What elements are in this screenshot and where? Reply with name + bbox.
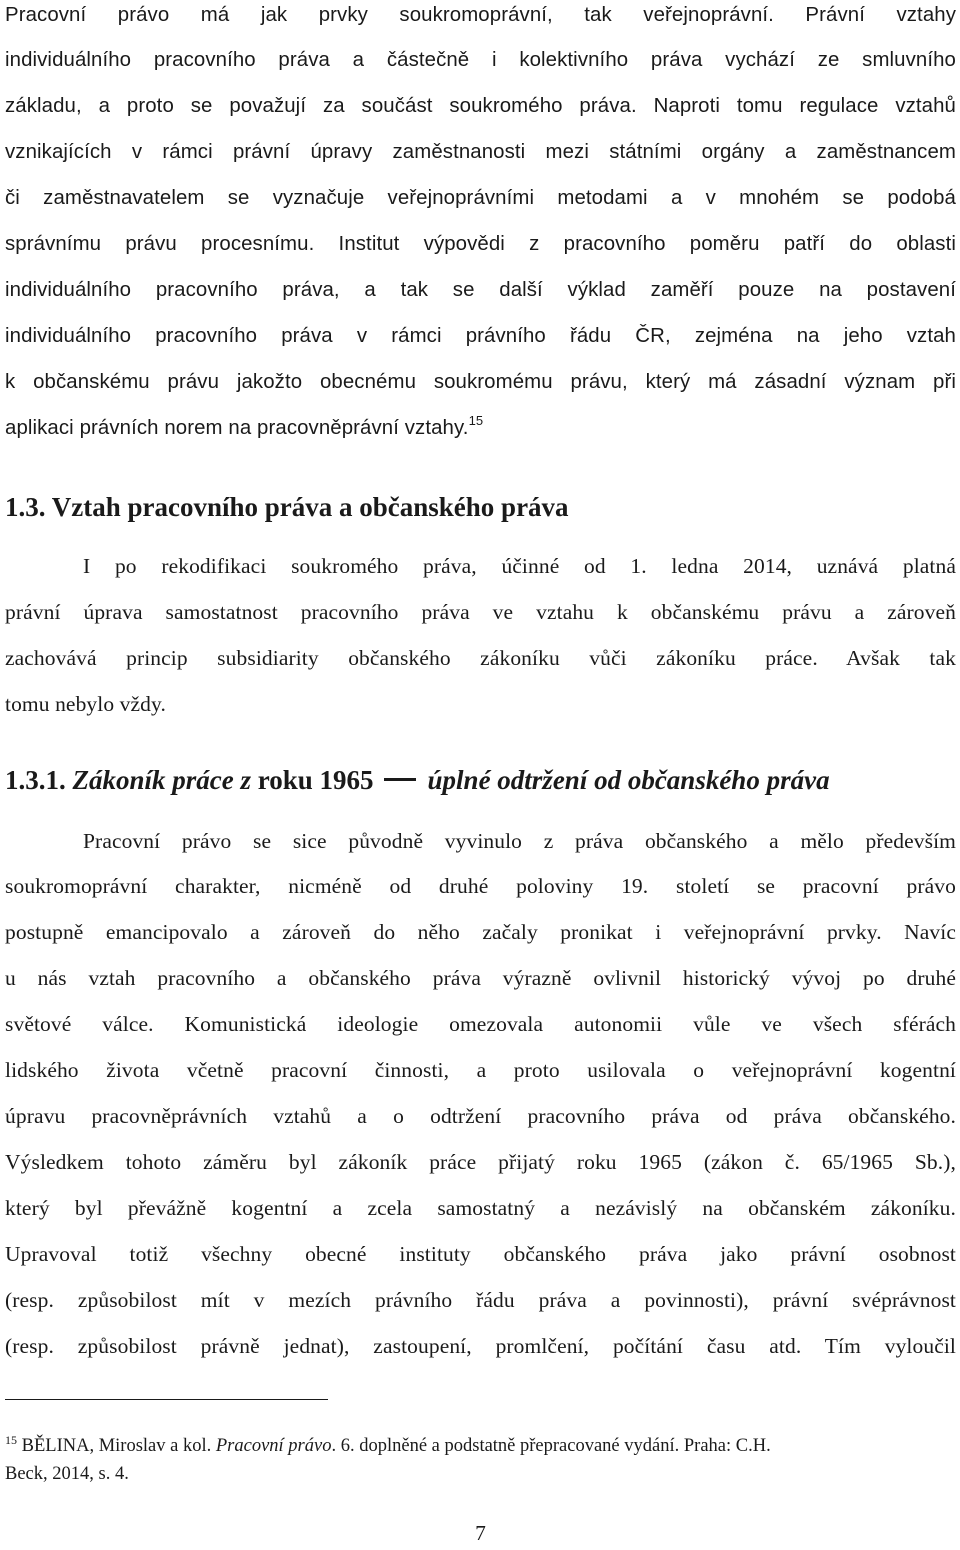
paragraph-1-line-10-text: aplikaci právních norem na pracovněprávní vztahy. [5, 417, 469, 439]
paragraph-3-line-7: úpravu pracovněprávních vztahů a o odtržení pracovního práva od práva občanského. [5, 1104, 956, 1128]
paragraph-1-line-9: k občanskému právu jakožto obecnému soukromému právu, který má zásadní význam při [5, 371, 956, 393]
paragraph-1-line-3: základu, a proto se považují za součást soukromého práva. Naproti tomu regulace vztahů [5, 95, 956, 117]
subsection-title-italic-1: Zákoník práce z [72, 765, 251, 795]
paragraph-1-line-8: individuálního pracovního práva v rámci právního řádu ČR, zejména na jeho vztah [5, 325, 956, 347]
paragraph-3-line-5: světové válce. Komunistická ideologie omezovala autonomii vůle ve všech sférách [5, 1012, 956, 1036]
subsection-number: 1.3.1. [5, 765, 66, 795]
section-heading-1-3: 1.3. Vztah pracovního práva a občanského práva [5, 492, 569, 522]
paragraph-1-line-6: správnímu právu procesnímu. Institut výpovědi z pracovního poměru patří do oblasti [5, 233, 956, 255]
footnote-reference: 15 [468, 413, 484, 428]
footnote-line-2: Beck, 2014, s. 4. [5, 1464, 129, 1484]
paragraph-3-line-11: (resp. způsobilost mít v mezích právního řádu práva a povinnosti), právní svéprávnost [5, 1288, 956, 1312]
paragraph-1-line-1: Pracovní právo má jak prvky soukromoprávní, tak veřejnoprávní. Právní vztahy [5, 4, 956, 26]
footnote-rest: . 6. doplněné a podstatně přepracované vydání. Praha: C.H. [331, 1436, 771, 1456]
paragraph-3-line-8: Výsledkem tohoto záměru byl zákoník práce přijatý roku 1965 (zákon č. 65/1965 Sb.), [5, 1150, 956, 1174]
page-number: 7 [475, 1521, 486, 1545]
paragraph-3-line-2: soukromoprávní charakter, nicméně od druhé poloviny 19. století se pracovní právo [5, 874, 956, 898]
paragraph-2-line-1: I po rekodifikaci soukromého práva, účinné od 1. ledna 2014, uznává platná [83, 554, 956, 578]
subsection-title-italic-2: úplné odtržení od občanského práva [427, 765, 830, 795]
footnote-separator [5, 1399, 328, 1400]
paragraph-3-line-12: (resp. způsobilost právně jednat), zastoupení, promlčení, počítání času atd. Tím vyloučil [5, 1334, 956, 1358]
paragraph-3-line-1: Pracovní právo se sice původně vyvinulo z práva občanského a mělo především [83, 829, 956, 853]
paragraph-1-line-4: vznikajících v rámci právní úpravy zaměstnanosti mezi státními orgány a zaměstnancem [5, 141, 956, 163]
paragraph-1-line-10 [5, 413, 956, 443]
paragraph-2-line-3: zachovává princip subsidiarity občanského zákoníku vůči zákoníku práce. Avšak tak [5, 646, 956, 670]
footnote-line-1 [5, 1432, 956, 1460]
paragraph-1-line-7: individuálního pracovního práva, a tak se další výklad zaměří pouze na postavení [5, 279, 956, 301]
paragraph-1-line-5: či zaměstnavatelem se vyznačuje veřejnoprávními metodami a v mnohém se podobá [5, 187, 956, 209]
footnote-number: 15 [5, 1433, 17, 1447]
paragraph-3-line-3: postupně emancipovalo a zároveň do něho začaly pronikat i veřejnoprávní prvky. Navíc [5, 920, 956, 944]
paragraph-3-line-4: u nás vztah pracovního a občanského práva výrazně ovlivnil historický vývoj po druhé [5, 966, 956, 990]
subsection-heading-1-3-1 [5, 763, 830, 797]
footnote-author: BĚLINA, Miroslav a kol. [21, 1436, 212, 1456]
footnote-title: Pracovní právo [215, 1436, 332, 1456]
subsection-title-plain: roku 1965 [257, 765, 374, 795]
paragraph-3-line-6: lidského života včetně pracovní činnosti, a proto usilovala o veřejnoprávní kogentní [5, 1058, 956, 1082]
paragraph-3-line-9: který byl převážně kogentní a zcela samostatný a nezávislý na občanském zákoníku. [5, 1196, 956, 1220]
paragraph-2-line-2: právní úprava samostatnost pracovního práva ve vztahu k občanskému právu a zároveň [5, 600, 956, 624]
paragraph-3-line-10: Upravoval totiž všechny obecné instituty občanského práva jako právní osobnost [5, 1242, 956, 1266]
em-dash [384, 778, 416, 781]
paragraph-1-line-2: individuálního pracovního práva a částečně i kolektivního práva vychází ze smluvního [5, 49, 956, 71]
paragraph-2-line-4: tomu nebylo vždy. [5, 692, 166, 716]
